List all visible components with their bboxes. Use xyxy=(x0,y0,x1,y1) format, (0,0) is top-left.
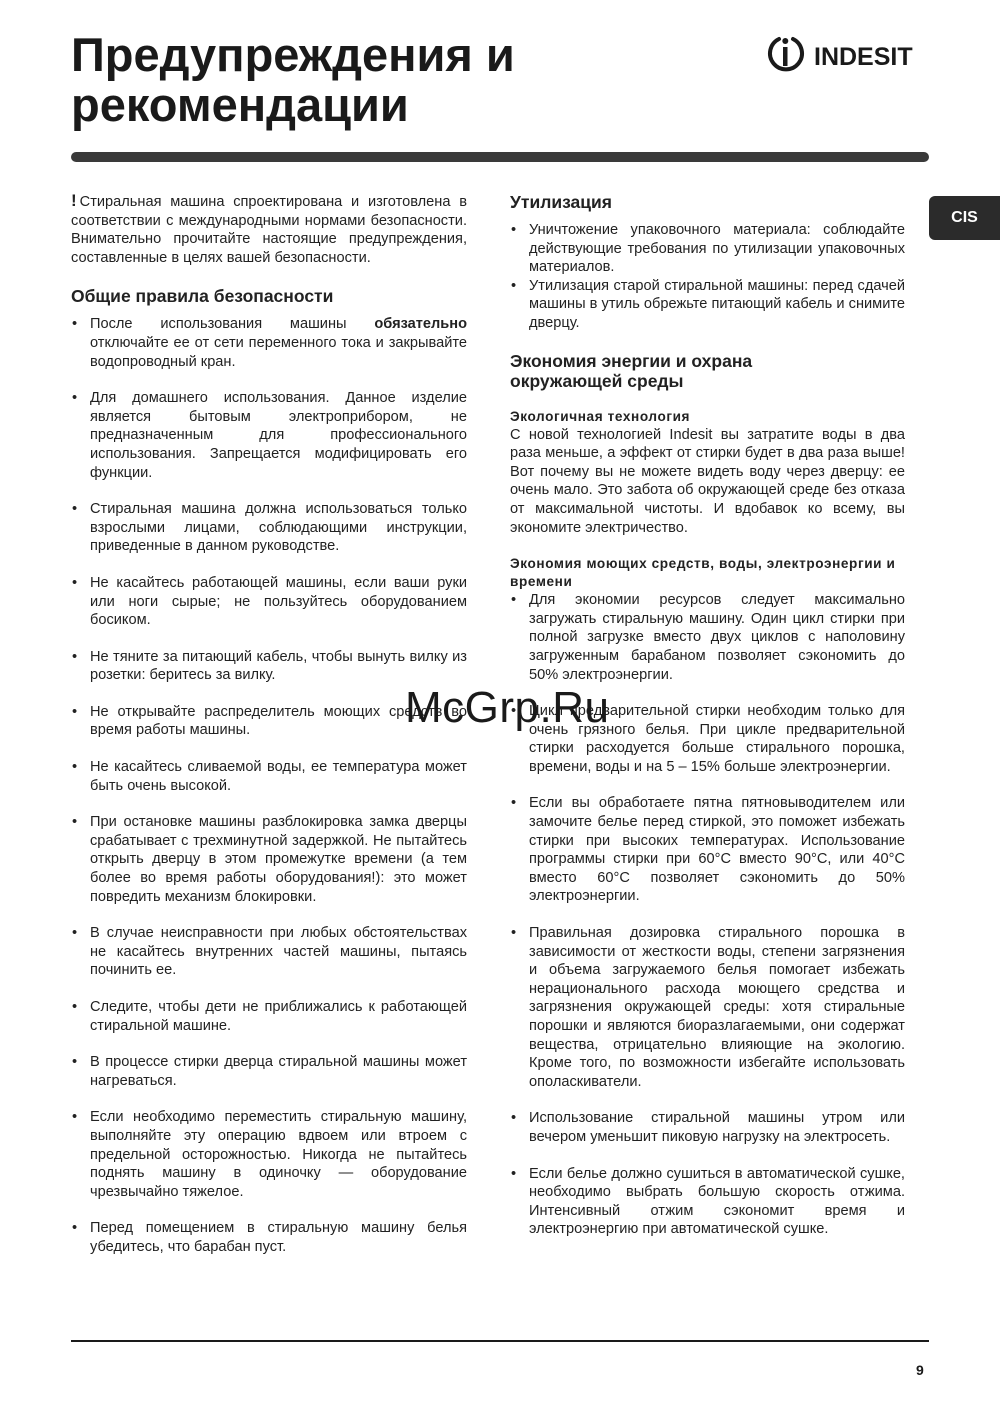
footer-divider xyxy=(71,1340,929,1342)
eco-subheading: Экологичная технология xyxy=(510,408,691,424)
list-item: • Утилизация старой стиральной машины: перед сдачей машины в утиль обрежьте питающий кабель и снимите дверцу. xyxy=(510,277,905,333)
region-tab: CIS xyxy=(929,196,1000,240)
list-item: • Если вы обработаете пятна пятновыводителем или замочите белье перед стиркой, это поможет избежать стирки при высоких температурах. Использование программы стирки при 60°С вместо 90°С, или 40°С вместо 60°С позволяет сэкономить до 50% электроэнергии. xyxy=(510,794,905,906)
list-item: • При остановке машины разблокировка замка дверцы срабатывает с трехминутной задержкой. Не пытайтесь открыть дверцу в этом промежутке времени (а тем более во время работы оборудования!): это может повредить механизм блокировки. xyxy=(71,813,467,906)
intro-text: Стиральная машина спроектирована и изготовлена в соответствии с международными нормами безопасности. Внимательно прочитайте настоящие предупреждения, составленные в целях вашей безопасности. xyxy=(71,194,467,266)
list-item: • Для экономии ресурсов следует максимально загружать стиральную машину. Один цикл стирки при полной загрузке вместо двух циклов с наполовину загруженным барабаном позволяет сэкономить до 50% электроэнергии. xyxy=(510,591,905,684)
watermark: McGrp.Ru xyxy=(405,683,610,732)
header-divider xyxy=(71,152,929,162)
page-title xyxy=(71,30,711,130)
list-item-text: После использования машины xyxy=(90,316,375,333)
safety-heading: Общие правила безопасности xyxy=(71,286,334,307)
list-item: • Не касайтесь работающей машины, если ваши руки или ноги сырые; не пользуйтесь оборудованием босиком. xyxy=(71,574,467,630)
list-item: • Если необходимо переместить стиральную машину, выполняйте эту операцию вдвоем или втроем с предельной осторожностью. Никогда не пытайтесь поднять машину в одиночку — оборудование чрезвычайно тяжелое. xyxy=(71,1108,467,1201)
list-item: • Для домашнего использования. Данное изделие является бытовым электроприбором, не предназначенным для профессионального использования. Запрещается модифицировать его функции. xyxy=(71,389,467,482)
safety-list xyxy=(71,315,467,1256)
energy-heading-line-2: окружающей среды xyxy=(510,370,684,391)
list-item-emphasis: обязательно xyxy=(374,316,467,333)
list-item: • Цикл предварительной стирки необходим только для очень грязного белья. При цикле предварительной стирки расходуется больше стирального порошка, времени, воды и на 5 – 15% больше электроэнергии. xyxy=(510,702,905,776)
list-item: • Не касайтесь сливаемой воды, ее температура может быть очень высокой. xyxy=(71,758,467,795)
page-number: 9 xyxy=(916,1362,924,1378)
title-line-1: Предупреждения и xyxy=(71,28,515,81)
brand-name: INDESIT xyxy=(814,43,913,71)
list-item: • Использование стиральной машины утром или вечером уменьшит пиковую нагрузку на электросеть. xyxy=(510,1109,905,1146)
list-item: • Стиральная машина должна использоваться только взрослыми лицами, соблюдающими инструкции, приведенные в данном руководстве. xyxy=(71,500,467,556)
list-item: • Следите, чтобы дети не приближались к работающей стиральной машине. xyxy=(71,998,467,1035)
list-item: • В случае неисправности при любых обстоятельствах не касайтесь внутренних частей машины, пытаясь починить ее. xyxy=(71,924,467,980)
disposal-heading: Утилизация xyxy=(510,192,613,212)
eco-paragraph: С новой технологией Indesit вы затратите воды в два раза меньше, а эффект от стирки будет в два раза выше! Вот почему вы не можете видеть воду через дверцу: ее очень мало. Это забота об окружающей среде без отказа от максимальной чистоты. И вдобавок ко всему, вы экономите электричество. xyxy=(510,426,905,536)
list-item: • Не открывайте распределитель моющих средств во время работы машины. xyxy=(71,703,467,740)
list-item: • Перед помещением в стиральную машину белья убедитесь, что барабан пуст. xyxy=(71,1219,467,1256)
saving-subheading: Экономия моющих средств, воды, электроэнергии и времени xyxy=(510,556,896,590)
list-item: • Правильная дозировка стирального порошка в зависимости от жесткости воды, степени загрязнения и объема загружаемого белья помогает избежать нерационального расхода моющего средства и загрязнения окружающей среды: хотя стиральные порошки и являются биоразлагаемыми, они содержат вещества, отрицательно влияющие на экологию. Кроме того, по возможности избегайте использовать ополаскиватели. xyxy=(510,924,905,1091)
title-line-2: рекомендации xyxy=(71,78,409,131)
list-item-text: отключайте ее от сети переменного тока и закрывайте водопроводный кран. xyxy=(90,334,467,370)
list-item: • Если белье должно сушиться в автоматической сушке, необходимо выбрать большую скорость отжима. Интенсивный отжим сэкономит время и электроэнергию при автоматической сушке. xyxy=(510,1165,905,1239)
list-item: • Не тяните за питающий кабель, чтобы вынуть вилку из розетки: беритесь за вилку. xyxy=(71,648,467,685)
energy-heading xyxy=(510,351,905,391)
disposal-list xyxy=(510,221,905,333)
list-item: • Уничтожение упаковочного материала: соблюдайте действующие требования по утилизации упаковочных материалов. xyxy=(510,221,905,277)
intro-paragraph xyxy=(71,192,467,267)
energy-heading-line-1: Экономия энергии и охрана xyxy=(510,350,753,371)
list-item: • В процессе стирки дверца стиральной машины может нагреваться. xyxy=(71,1053,467,1090)
left-column xyxy=(71,192,467,1275)
warning-icon: ! xyxy=(71,191,77,210)
list-item xyxy=(71,315,467,371)
